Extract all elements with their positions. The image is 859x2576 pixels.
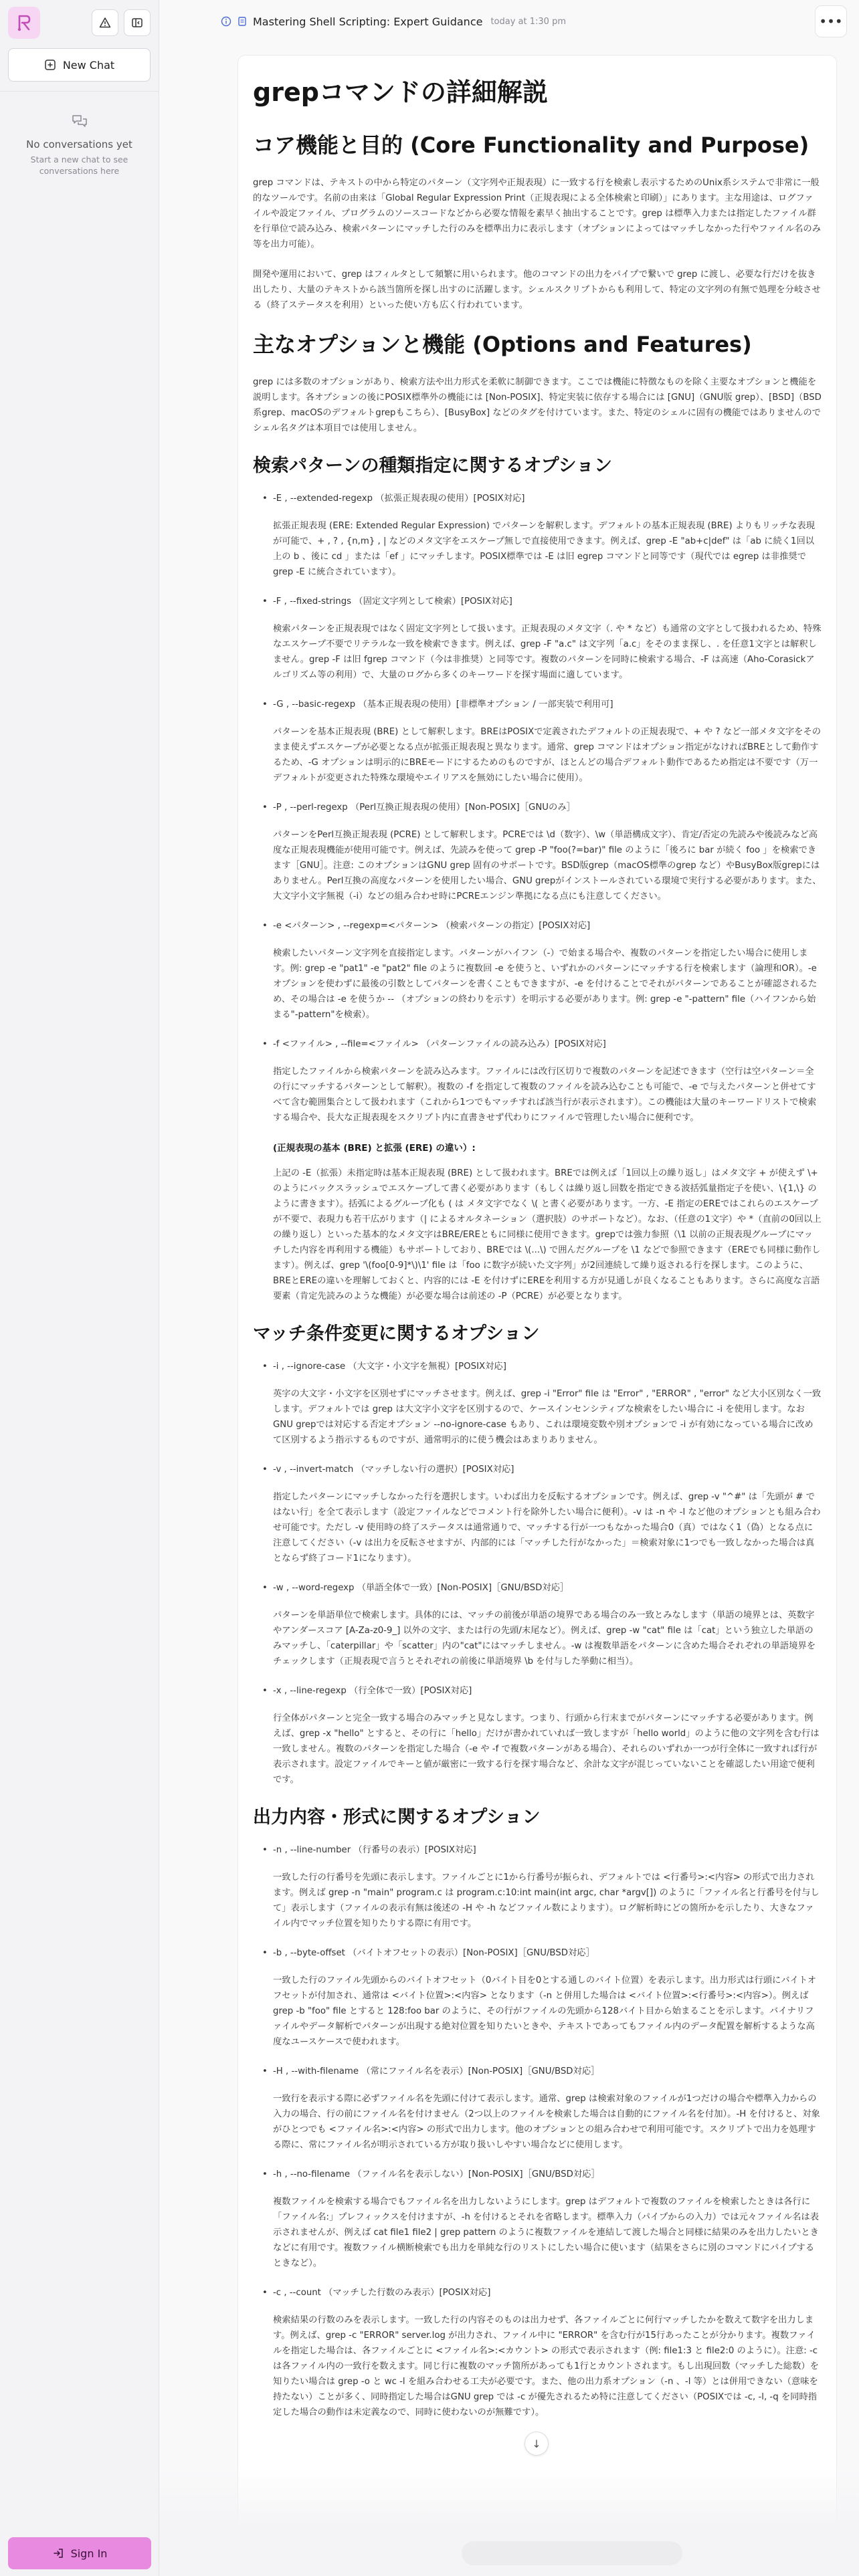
alert-button[interactable] — [92, 9, 118, 36]
empty-title: No conversations yet — [26, 138, 132, 150]
paragraph: 開発や運用において、grep はフィルタとして頻繁に用いられます。他のコマンドの出力をパイプで繋いで grep に渡し、必要な行だけを抜き出したり、大量のテキストから該当箇所を探し出すのに活躍します。シェルスクリプトからも利用して、特定の文字列の有無で処理を分岐させる（終了ステータスを利用）といった使い方も広く行われています。 — [253, 270, 821, 310]
app-logo-icon — [15, 13, 33, 32]
paragraph: grep コマンドは、テキストの中から特定のパターン（文字列や正規表現）に一致する行を検索し表示するためのUnix系システムで非常に一般的なツールです。名前の由来は「Global Regular Expression Print（正規表現による全体検索と印刷）」にあります。主な用途は、ログファイルや設定ファイル、プログラムのソースコードなどから必要な情報を素早く抽出することです。grep は標準入力または指定したファイル群を行単位で読み込み、検索パターンにマッチした行のみを標準出力に表示します（オプションによってはマッチしなかった行やファイル名のみ等を出力可能）。 — [253, 178, 822, 249]
option-desc: 指定したファイルから検索パターンを読み込みます。ファイルには改行区切りで複数のパターンを記述できます（空行は空パターン＝全の行にマッチするパターンとして解釈）。複数の -f を指定して複数のファイルを読み込むことも可能で、-e で与えたパターンと併せてすべて含む範囲集合として扱われます（これから1つでもマッチすれば該当行が表示されます）。この機能は大量のキーワードリストで検索する場合や、長大な正規表現をスクリプト内に直書きせず代わりにファイルで管理したい場合に便利です。 — [273, 1067, 817, 1123]
empty-subtitle: Start a new chat to see conversations here — [30, 154, 128, 176]
option-item-c: • -c , --count （マッチした行数のみ表示）[POSIX対応] — [262, 2286, 822, 2300]
document-icon — [237, 16, 248, 27]
chat-bubbles-icon — [71, 113, 88, 130]
chat-header — [159, 0, 859, 43]
toggle-sidebar-button[interactable] — [124, 9, 151, 36]
bre-ere-desc: 上記の -E（拡張）未指定時は基本正規表現 (BRE) として扱われます。BREでは例えば「1回以上の繰り返し」はメタ文字 + が使えず \+ のようにバックスラッシュでエスケープして書く必要があります（もしくは繰り返し回数を指定できる波括弧量指定子を使い、\{1,\} のように書きます）。括弧によるグループ化も ( は メタ文字でなく \( と書く必要があります。一方、-E 指定のEREではこれらのエスケープが不要で、表現力も若干広がります（| によるオルタネーション（選択肢）のサポートなど）。なお、（任意の1文字）や *（直前の0回以上の繰り返し）といった基本的なメタ文字はBRE/EREともに同様に使用できます。grepでは強力参照（\1 以前の正規表現グループにマッチした内容を再利用する機能）もサポートしており、BREでは \(...\) で囲んだグループを \1 などで参照できます（EREでも同様に動作します）。例えば、grep '\(foo[0-9]*\)\1' file は「foo に数字が続いた文字列」が2回連続して繰り返される行を探します。このように、BREとEREの違いを理解しておくと、内容的には -E を付けずにEREを利用する方が見通しが良くなることもあります。さらに高度な言語要素（肯定先読みのような機能）が必要な場合は前述の -P（PCRE）が必要となります。 — [273, 1168, 822, 1301]
option-item-E: • -E , --extended-regexp （拡張正規表現の使用）[POSIX対応] — [262, 492, 822, 506]
option-desc: パターンを基本正規表現 (BRE) として解釈します。BREはPOSIXで定義されたデフォルトの正規表現で、+ や ? など一部メタ文字をそのまま使えずエスケープが必要となる点が拡張正規表現と異なります。通常、grep コマンドはオプション指定がなければBREとして動作するため、-G オプションは明示的にBREモードにするためのものですが、ほとんどの場合デフォルト動作であるため指定は不要です（万一デフォルトが変更された特殊な環境やエイリアスを無効にしたい場合に使用）。 — [273, 727, 822, 783]
option-item-b: • -b , --byte-offset （バイトオフセットの表示）[Non-POSIX]［GNU/BSD対応］ — [262, 1946, 822, 1961]
subsection-title-pattern: 検索パターンの種類指定に関するオプション — [253, 455, 613, 476]
option-item-x: • -x , --line-regexp （行全体で一致）[POSIX対応] — [262, 1684, 822, 1699]
new-chat-button[interactable] — [8, 48, 151, 82]
option-desc: 一致した行のファイル先頭からのバイトオフセット（0バイト目を0とする通しのバイト位置）を表示します。出力形式は行頭にバイトオフセットが付加され、通常は <バイト位置>:<内容> となります（-n と併用した場合は <バイト位置>:<行番号>:<内容>）。例えば grep -b "foo" file とすると 128:foo bar のように、その行がファイルの先頭から128バイト目から始まることを示します。バイナリファイルやデータ解析でパターンが出現する絶対位置を知りたいときや、テキストであってもファイル内のデータ配置を解析するような高度なユースケースで使われます。 — [273, 1975, 817, 2047]
option-desc: 検索結果の行数のみを表示します。一致した行の内容そのものは出力せず、各ファイルごとに何行マッチしたかを数えて数字を出力します。例えば、grep -c "ERROR" server.log が出力され、ファイル中に "ERROR" を含む行が15行あったことが分かります。複数ファイルを指定した場合は、各ファイルごとに <ファイル名>:<カウント> の形式で表示されます（例: file1:3 と file2:0 のように）。注意: -c は各ファイル内の一致行を数えます。同じ行に複数のマッチ箇所があっても1行とカウントされます。もし出現回数（マッチした総数）を知りたい場合は grep -o と wc -l を組み合わせる工夫が必要です。また、他の出力系オプション（-n 、-l 等）とは併用できない（意味を持たない）ことが多く、同時指定した場合はGNU grep では -c が優先されるため特に注意してください（POSIXでは -c, -l, -q を同時指定した場合の動作は未定義なので、同時に使わないのが無難です）。 — [273, 2315, 819, 2418]
option-item-F: • -F , --fixed-strings （固定文字列として検索）[POSIX対応] — [262, 595, 822, 609]
section-title-core: コア機能と目的 (Core Functionality and Purpose) — [253, 132, 809, 158]
option-desc: 一致した行の行番号を先頭に表示します。ファイルごとに1から行番号が振られ、デフォルトでは <行番号>:<内容> の形式で出力されます。例えば grep -n "main" program.c は program.c:10:int main(int argc, char *argv[]) のように「ファイル名と行番号を付与して」表示します（ファイルの表示有無は後述の -H や -h などファイル数によります）。ログ解析時にどの箇所かを示したり、大きなファイル内でマッチ位置を知りたりする際に有用です。 — [273, 1872, 820, 1929]
message-input[interactable] — [462, 2541, 682, 2565]
option-desc: 検索したいパターン文字列を直接指定します。パターンがハイフン（-）で始まる場合や、複数のパターンを指定したい場合に使用します。例: grep -e "pat1" -e "pat2" file のように複数回 -e を使うと、いずれかのパターンにマッチする行を検索します（論理和OR）。-e オプションを使わずに最後の引数としてパターンを書くこともできますが、-e を付けることでそれがパターンであることが確認されるため、その場合は -e を使うか -- （オプションの終わりを示す）を明示する必要があります。例: grep -e "-pattern" file（ハイフンから始まる"-pattern"を検索）。 — [273, 948, 818, 1020]
option-desc: 行全体がパターンと完全一致する場合のみマッチと見なします。つまり、行頭から行末までがパターンにマッチする必要があります。例えば、grep -x "hello" とすると、その行に「hello」だけが書かれていれば一致しますが「hello world」のように他の文字列を含む行は一致しません。複数のパターンを指定した場合（-e や -f で複数パターンがある場合）、それらのいずれか一つが行全体に一致すれば行が表示されます。設定ファイルでキーと値が厳密に一致する行を探す場合など、余計な文字が混じっていないことを確認したい用途で便利です。 — [273, 1713, 820, 1785]
option-item-h: • -h , --no-filename （ファイル名を表示しない）[Non-POSIX]［GNU/BSD対応］ — [262, 2167, 822, 2182]
option-desc: パターンを単語単位で検索します。具体的には、マッチの前後が単語の境界である場合のみ一致とみなします（単語の境界とは、英数字やアンダースコア [A-Za-z0-9_] 以外の文字、または行の先頭/末尾など）。例えば、grep -w "cat" file は「cat」という独立した単語のみマッチし、「caterpillar」や「scatter」内の"cat"にはマッチしません。-w は複数単語をパターンに含めた場合それぞれの単語境界をチェックします（正規表現で言うとそれぞれの前後に単語境界 \b を付与した挙動に相当）。 — [273, 1610, 816, 1667]
app-logo[interactable] — [8, 7, 40, 39]
option-item-e: • -e <パターン> , --regexp=<パターン> （検索パターンの指定）[POSIX対応] — [262, 919, 822, 934]
option-desc: 複数ファイルを検索する場合でもファイル名を出力しないようにします。grep はデフォルトで複数のファイルを検索したときは各行に「ファイル名:」プレフィックスを付けますが、-h を付けるとそれを省略します。標準入力（パイプからの入力）では元々ファイル名は表示されませんが、例えば cat file1 file2 | grep pattern のように複数ファイルを連結して渡した場合と同様に結果のみを出力したいときなどに有用です。複数ファイル横断検索でも出力を単純な行のリストにしたい場合に使います（結果をさらに別のコマンドにパイプするときなど）。 — [273, 2197, 820, 2268]
section-title-options: 主なオプションと機能 (Options and Features) — [253, 332, 752, 357]
scroll-to-bottom-button[interactable]: ↓ — [524, 2432, 549, 2456]
option-list — [262, 1843, 822, 2420]
subsection-title-match: マッチ条件変更に関するオプション — [253, 1323, 540, 1344]
option-item-v: • -v , --invert-match （マッチしない行の選択）[POSIX対応] — [262, 1463, 822, 1477]
option-item-f: • -f <ファイル> , --file=<ファイル> （パターンファイルの読み込み）[POSIX対応] — [262, 1037, 822, 1052]
option-item-i: • -i , --ignore-case （大文字・小文字を無視）[POSIX対応] — [262, 1360, 822, 1374]
option-list — [262, 1360, 822, 1788]
option-desc: 指定したパターンにマッチしなかった行を選択します。いわば出力を反転するオプションです。例えば、grep -v "^#" は「先頭が # ではない行」を全て表示します（設定ファイルなどでコメント行を除外したい場合に便利）。-v は -n や -l など他のオプションとも組み合わせ可能です。ただし -v 使用時の終了ステータスは通常通りで、マッチする行が一つもなかった場合0（真）ではなく1（偽）となる点に注意してください（-v は出力を反転させますが、内部的には「マッチした行がなかった」＝検索対象に1つでも一致しなかった場合は真とならず終了コード1になります）。 — [273, 1492, 821, 1564]
sidebar — [0, 0, 159, 2576]
info-icon[interactable] — [221, 16, 231, 27]
bre-ere-title: (正規表現の基本 (BRE) と拡張 (ERE) の違い）: — [273, 1143, 476, 1154]
sidebar-toggle-icon — [131, 17, 143, 29]
warning-icon — [99, 17, 111, 29]
empty-conversations — [0, 92, 159, 177]
new-chat-icon — [44, 59, 56, 71]
option-item-P: • -P , --perl-regexp （Perl互換正規表現の使用）[Non-POSIX]［GNUのみ］ — [262, 800, 822, 815]
option-item-G: • -G , --basic-regexp （基本正規表現の使用）[非標準オプション / 一部実装で利用可] — [262, 697, 822, 712]
new-chat-label: New Chat — [62, 58, 115, 72]
sidebar-top — [0, 0, 159, 45]
conversation-timestamp: today at 1:30 pm — [490, 16, 566, 27]
option-item-H: • -H , --with-filename （常にファイル名を表示）[Non-POSIX]［GNU/BSD対応］ — [262, 2064, 822, 2079]
option-item-w: • -w , --word-regexp （単語全体で一致）[Non-POSIX]［GNU/BSD対応］ — [262, 1581, 822, 1596]
doc-title: grepコマンドの詳細解説 — [253, 78, 548, 107]
option-list — [262, 492, 822, 1304]
sign-in-label: Sign In — [70, 2547, 108, 2560]
option-item-n: • -n , --line-number （行番号の表示）[POSIX対応] — [262, 1843, 822, 1858]
subsection-title-output: 出力内容・形式に関するオプション — [253, 1807, 541, 1828]
option-desc: 一致行を表示する際に必ずファイル名を先頭に付けて表示します。通常、grep は検索対象のファイルが1つだけの場合や標準入力からの入力の場合、行の前にファイル名を付けません（2つ以上のファイルを検索した場合は自動的にファイル名を付加）。-H を付けると、対象がひとつでも <ファイル名>:<内容> の形式で出力します。他のオプションとの組み合わせで利用可能です。スクリプトで出力を処理する際に、常にファイル名が明示されている方が取り扱いしやすい場合などに使用します。 — [273, 2094, 820, 2150]
more-options-button[interactable]: ••• — [815, 5, 847, 37]
option-desc: 英字の大文字・小文字を区別せずにマッチさせます。例えば、grep -i "Error" file は "Error" , "ERROR" , "error" など大小区別なく一致します。デフォルトでは grep は大文字小文字を区別するので、ケースインセンシティブな検索をしたい場合に -i を使用します。なおGNU grepでは対応する否定オプション --no-ignore-case もあり、これは環境変数や別オプションで -i が有効になっている場合に改めて区別するよう指示するものですが、通常明示的に使う機会はあまりありません。 — [273, 1389, 822, 1445]
option-desc: 拡張正規表現 (ERE: Extended Regular Expression) でパターンを解釈します。デフォルトの基本正規表現 (BRE) よりもリッチな表現が可能で、+ , ? , {n,m} , | などのメタ文字をエスケープ無しで直接使用できます。例えば、grep -E "ab+c|def" は「ab に続く1回以上の b 、後に cd 」または「ef 」にマッチします。POSIX標準では -E は旧 egrep コマンドと同等です（現代では egrep は非推奨で grep -E に統合されています）。 — [273, 521, 816, 577]
option-desc: パターンをPerl互換正規表現 (PCRE) として解釈します。PCREでは \d（数字）、\w（単語構成文字）、肯定/否定の先読みや後読みなど高度な正規表現機能が使用可能です。例えば、先読みを使って grep -P "foo(?=bar)" file のように「後ろに bar が続く foo 」を検索できます［GNU］。注意: このオプションはGNU grep 固有のサポートです。BSD版grep（macOS標準のgrep など）やBusyBox版grepにはありません。Perl互換の高度なパターンを使用したい場合、GNU grepがインストールされている環境で実行する必要があります。また、大文字小文字無視（-i）などの組み合わせ時にPCREエンジン準拠になる点にも注意してください。 — [273, 830, 822, 901]
assistant-message — [237, 55, 837, 2556]
sign-in-icon — [52, 2547, 64, 2559]
option-desc: 検索パターンを正規表現ではなく固定文字列として扱います。正規表現のメタ文字（. や * など）も通常の文字として扱われるため、特殊なエスケープ不要でリテラルな一致を検索できます。例えば、grep -F "a.c" は文字列「a.c」をそのまま探し、. を任意1文字とは解釈しません。grep -F は旧 fgrep コマンド（今は非推奨）と同等です。複数のパターンを同時に検索する場合、-F は高速（Aho-Corasickアルゴリズム等の利用）で、大量のログから多くのキーワードを探す場面に適しています。 — [273, 624, 822, 680]
paragraph: grep には多数のオプションがあり、検索方法や出力形式を柔軟に制御できます。ここでは機能に特徴なものを除く主要なオプションと機能を説明します。各オプションの後にPOSIX標準外の機能には [Non-POSIX]、特定実装に依存する場合には [GNU]（GNU版 grep）、[BSD]（BSD系grep、macOSのデフォルトgrepもこちら）、[BusyBox] などのタグを付けています。また、特定のシェルに固有の機能ではありませんのでシェル名タグは本項目では使用しません。 — [253, 377, 822, 433]
sign-in-button[interactable] — [8, 2537, 151, 2569]
conversation-title: Mastering Shell Scripting: Expert Guidance — [253, 15, 483, 28]
